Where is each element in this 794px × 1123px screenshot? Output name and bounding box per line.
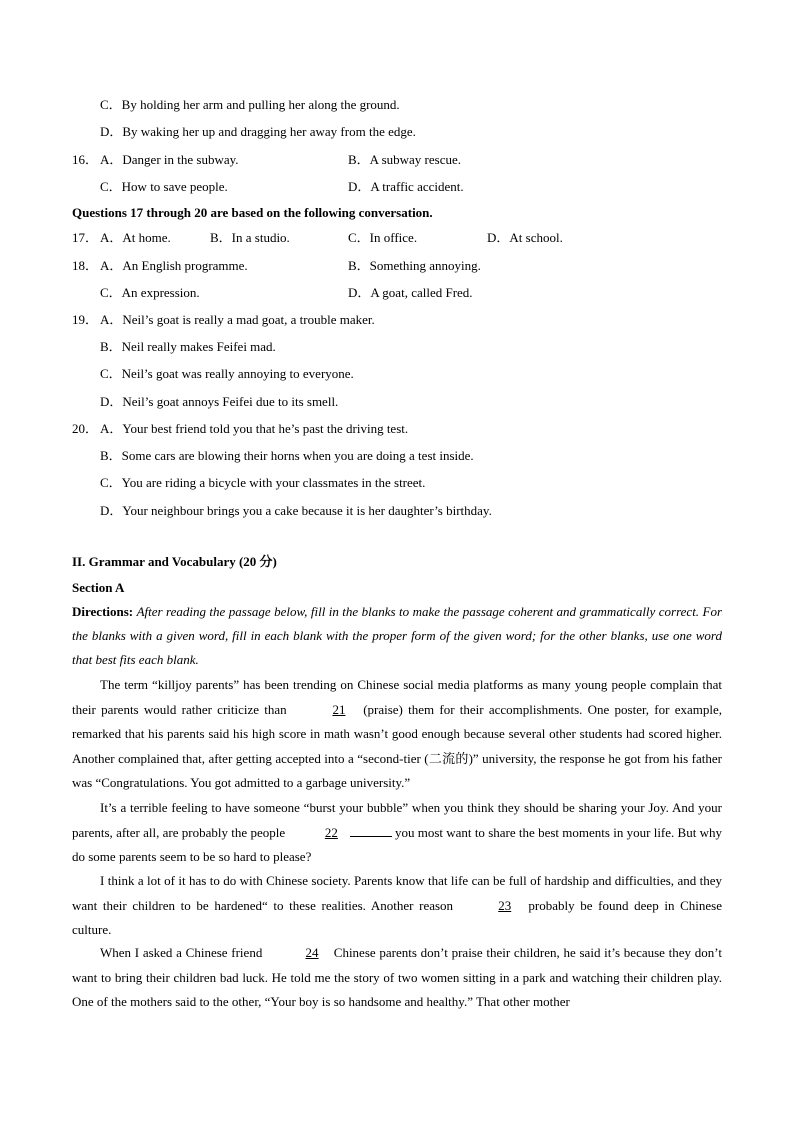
blank-21[interactable]: 21 — [332, 701, 346, 717]
q20-number: 20． — [72, 421, 99, 436]
paragraph-1-text-a: The term “killjoy parents” has been trending on Chinese social media platforms as many young people complain that their parents would rather criticize than — [72, 677, 722, 717]
q20-option-b: B．Some cars are blowing their horns when you are doing a test inside. — [100, 448, 474, 463]
q15-option-d: D．By waking her up and dragging her away from the edge. — [100, 124, 416, 139]
passage-paragraph-2 — [72, 796, 722, 870]
q16-option-c: C．How to save people. — [100, 179, 228, 194]
q16-option-a: A．Danger in the subway. — [100, 152, 239, 167]
section-title: II. Grammar and Vocabulary (20 分) — [72, 554, 277, 569]
q17-option-c: C．In office. — [348, 230, 418, 245]
directions-text: After reading the passage below, fill in the blanks to make the passage coherent and grammatically correct. For the blanks with a given word, fill in each blank with the proper form of the given word; for the other blanks, use one word that best fits each blank. — [72, 604, 723, 667]
q17-option-b: B．In a studio. — [210, 230, 290, 245]
paragraph-4-text-a: When I asked a Chinese friend — [100, 945, 267, 960]
q15-option-c: C．By holding her arm and pulling her along the ground. — [100, 97, 400, 112]
q20-option-a: A．Your best friend told you that he’s past the driving test. — [100, 421, 409, 436]
paragraph-4-text-b: Chinese parents don’t praise their children, he said it’s because they don’t want to bring their children bad luck. He told me the story of two women sitting in a park and watching their children play. One of the mothers said to the other, “Your boy is so handsome and healthy.” That other mother — [72, 945, 722, 1009]
q20-option-d: D．Your neighbour brings you a cake because it is her daughter’s birthday. — [100, 503, 492, 518]
q19-option-a: A．Neil’s goat is really a mad goat, a trouble maker. — [100, 312, 375, 327]
paragraph-2-text-a: It’s a terrible feeling to have someone “burst your bubble” when you think they should be sharing your Joy. And your parents, after all, are probably the people — [72, 800, 722, 840]
blank-22[interactable]: 22 — [324, 824, 338, 840]
q19-option-b: B．Neil really makes Feifei mad. — [100, 339, 276, 354]
paragraph-3-text-a: I think a lot of it has to do with Chinese society. Parents know that life can be full of hardship and difficulties, and they want their children to be hardened“ to these realities. Another reason — [72, 873, 722, 913]
paragraph-3-text-b: probably be found deep in Chinese culture. — [72, 897, 722, 937]
q19-option-c: C．Neil’s goat was really annoying to everyone. — [100, 366, 354, 381]
q18-option-d: D．A goat, called Fred. — [348, 285, 473, 300]
q19-option-d: D．Neil’s goat annoys Feifei due to its smell. — [100, 394, 339, 409]
q19-number: 19． — [72, 312, 99, 327]
q16-option-b: B．A subway rescue. — [348, 152, 462, 167]
q20-option-c: C．You are riding a bicycle with your classmates in the street. — [100, 475, 426, 490]
directions-label: Directions: — [72, 604, 134, 619]
passage-paragraph-3 — [72, 869, 722, 943]
q18-option-a: A．An English programme. — [100, 258, 248, 273]
section-a-label: Section A — [72, 580, 125, 595]
paragraph-1-text-b: (praise) them for their accomplishments. One poster, for example, remarked that his parents said his high score in math wasn’t good enough because several other students had scored higher. Another complained that, after getting accepted into a “second-tier (二流的)” university, the response he got from his father was “Congratulations. You got admitted to a garbage university.” — [72, 701, 722, 790]
q18-number: 18． — [72, 258, 99, 273]
q16-option-d: D．A traffic accident. — [348, 179, 464, 194]
blank-24[interactable]: 24 — [305, 945, 319, 960]
q18-option-b: B．Something annoying. — [348, 258, 481, 273]
directions — [72, 600, 722, 672]
q16-number: 16． — [72, 152, 99, 167]
conversation-heading: Questions 17 through 20 are based on the following conversation. — [72, 205, 433, 220]
q17-option-a: A．At home. — [100, 230, 171, 245]
paragraph-2-text-b: you most want to share the best moments in your life. But why do some parents seem to be so hard to please? — [72, 824, 723, 864]
passage-paragraph-4 — [72, 941, 722, 1015]
passage-paragraph-1 — [72, 673, 722, 796]
blank-22-underline — [350, 824, 392, 837]
q17-number: 17． — [72, 230, 99, 245]
q18-option-c: C．An expression. — [100, 285, 200, 300]
blank-23[interactable]: 23 — [498, 897, 512, 913]
q17-option-d: D．At school. — [487, 230, 563, 245]
